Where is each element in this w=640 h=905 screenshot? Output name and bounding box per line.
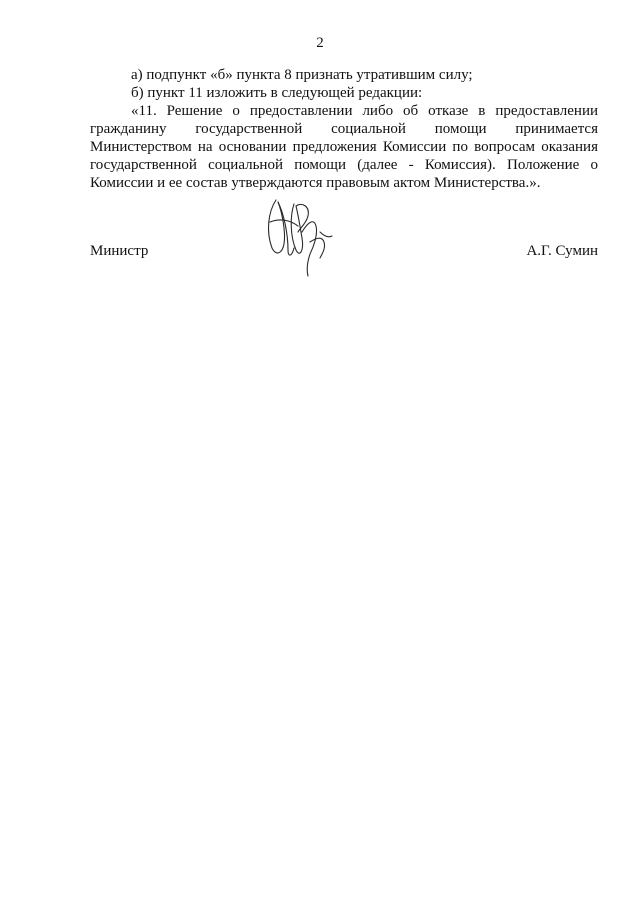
paragraph-a: а) подпункт «б» пункта 8 признать утратившим силу; <box>131 67 473 83</box>
document-body <box>90 66 598 192</box>
page-number: 2 <box>316 35 324 51</box>
handwritten-signature <box>258 192 340 278</box>
paragraph-quoted-clause-11: «11. Решение о предоставлении либо об отказе в предоставлении гражданину государственной социальной помощи принимается Министерством на основании предложения Комиссии по вопросам оказания государственной социальной помощи (далее - Комиссия). Положение о Комиссии и ее состав утверждаются правовым актом Министерства.». <box>90 103 598 191</box>
signer-title: Министр <box>90 243 149 259</box>
signature-block <box>90 242 598 262</box>
signer-name: А.Г. Сумин <box>526 243 598 259</box>
paragraph-b: б) пункт 11 изложить в следующей редакции: <box>131 85 423 101</box>
